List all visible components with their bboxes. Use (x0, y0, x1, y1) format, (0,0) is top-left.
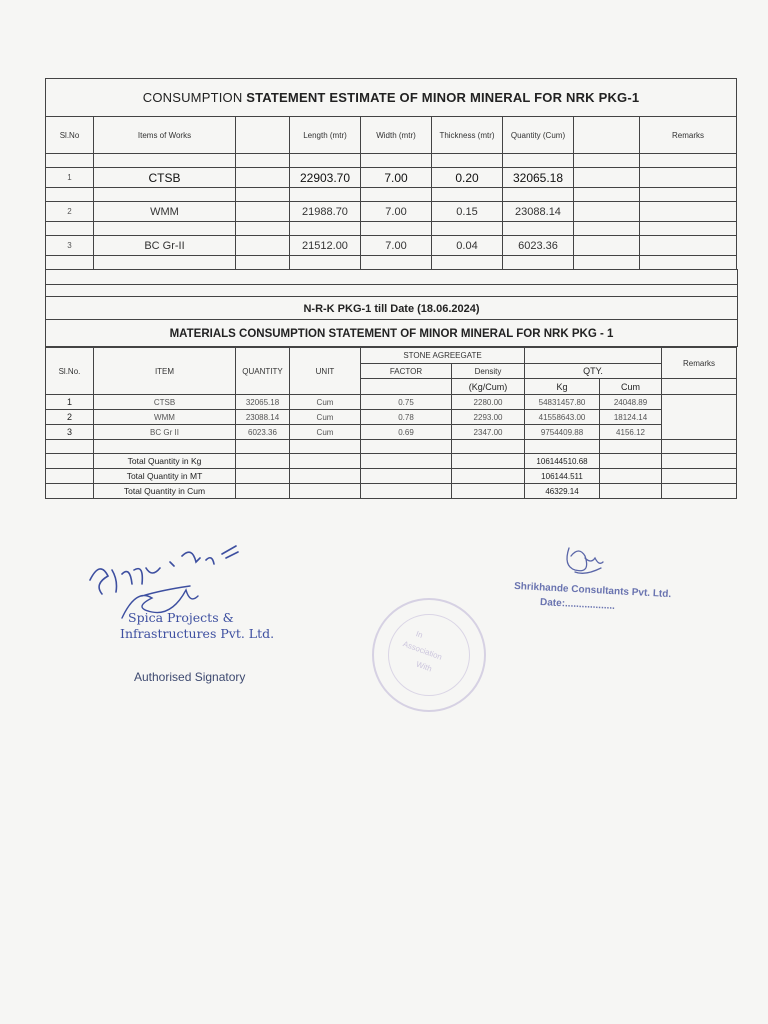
materials-title-banner: MATERIALS CONSUMPTION STATEMENT OF MINOR MINERAL FOR NRK PKG - 1 (45, 320, 738, 347)
header-item: ITEM (94, 348, 236, 395)
table-row: 1 CTSB 22903.70 7.00 0.20 32065.18 (46, 168, 737, 188)
association-stamp: In Association With (372, 598, 486, 712)
table-row: 3 BC Gr-II 21512.00 7.00 0.04 6023.36 (46, 236, 737, 256)
materials-consumption-table (45, 347, 737, 499)
header-quantity: Quantity (Cum) (503, 117, 574, 154)
header-stone-aggregate: STONE AGREEGATE (361, 348, 525, 364)
table1-title: CONSUMPTION STATEMENT ESTIMATE OF MINOR MINERAL FOR NRK PKG-1 (46, 79, 737, 117)
right-date-field: Date:.................. (539, 597, 616, 612)
header-length: Length (mtr) (290, 117, 361, 154)
table-row: 3 BC Gr II 6023.36 Cum 0.69 2347.00 9754409.88 4156.12 (46, 425, 737, 440)
header-factor: FACTOR (361, 364, 452, 379)
header-width: Width (mtr) (361, 117, 432, 154)
header-density: Density (452, 364, 525, 379)
header-blank (236, 117, 290, 154)
header-slno: Sl.No. (46, 348, 94, 395)
header-thickness: Thickness (mtr) (432, 117, 503, 154)
right-company: Shrikhande Consultants Pvt. Ltd. (513, 580, 672, 601)
header-cum: Cum (600, 379, 662, 395)
left-company-line2: Infrastructures Pvt. Ltd. (120, 626, 275, 641)
header-items: Items of Works (94, 117, 236, 154)
header-unit: UNIT (290, 348, 361, 395)
header-remarks: Remarks (662, 348, 737, 379)
header-blank2 (574, 117, 640, 154)
total-row-cum: Total Quantity in Cum 46329.14 (46, 484, 737, 499)
header-qty: QTY. (525, 364, 662, 379)
table-row: 2 WMM 21988.70 7.00 0.15 23088.14 (46, 202, 737, 222)
left-company-line1: Spica Projects & (128, 610, 234, 625)
header-density-unit: (Kg/Cum) (452, 379, 525, 395)
date-banner: N-R-K PKG-1 till Date (18.06.2024) (45, 297, 738, 320)
spacer-row (45, 269, 738, 285)
table-row: 1 CTSB 32065.18 Cum 0.75 2280.00 54831457.80 24048.89 (46, 395, 737, 410)
table1-header-row (46, 117, 737, 154)
consumption-estimate-table (45, 78, 737, 270)
header-kg: Kg (525, 379, 600, 395)
header-slno: Sl.No (46, 117, 94, 154)
header-remarks: Remarks (640, 117, 737, 154)
total-row-kg: Total Quantity in Kg 106144510.68 (46, 454, 737, 469)
table-row: 2 WMM 23088.14 Cum 0.78 2293.00 41558643.00 18124.14 (46, 410, 737, 425)
handwritten-signature-right (555, 538, 625, 584)
total-row-mt: Total Quantity in MT 106144.511 (46, 469, 737, 484)
header-quantity: QUANTITY (236, 348, 290, 395)
authorised-signatory-label: Authorised Signatory (134, 670, 246, 684)
spacer-row (45, 284, 738, 297)
